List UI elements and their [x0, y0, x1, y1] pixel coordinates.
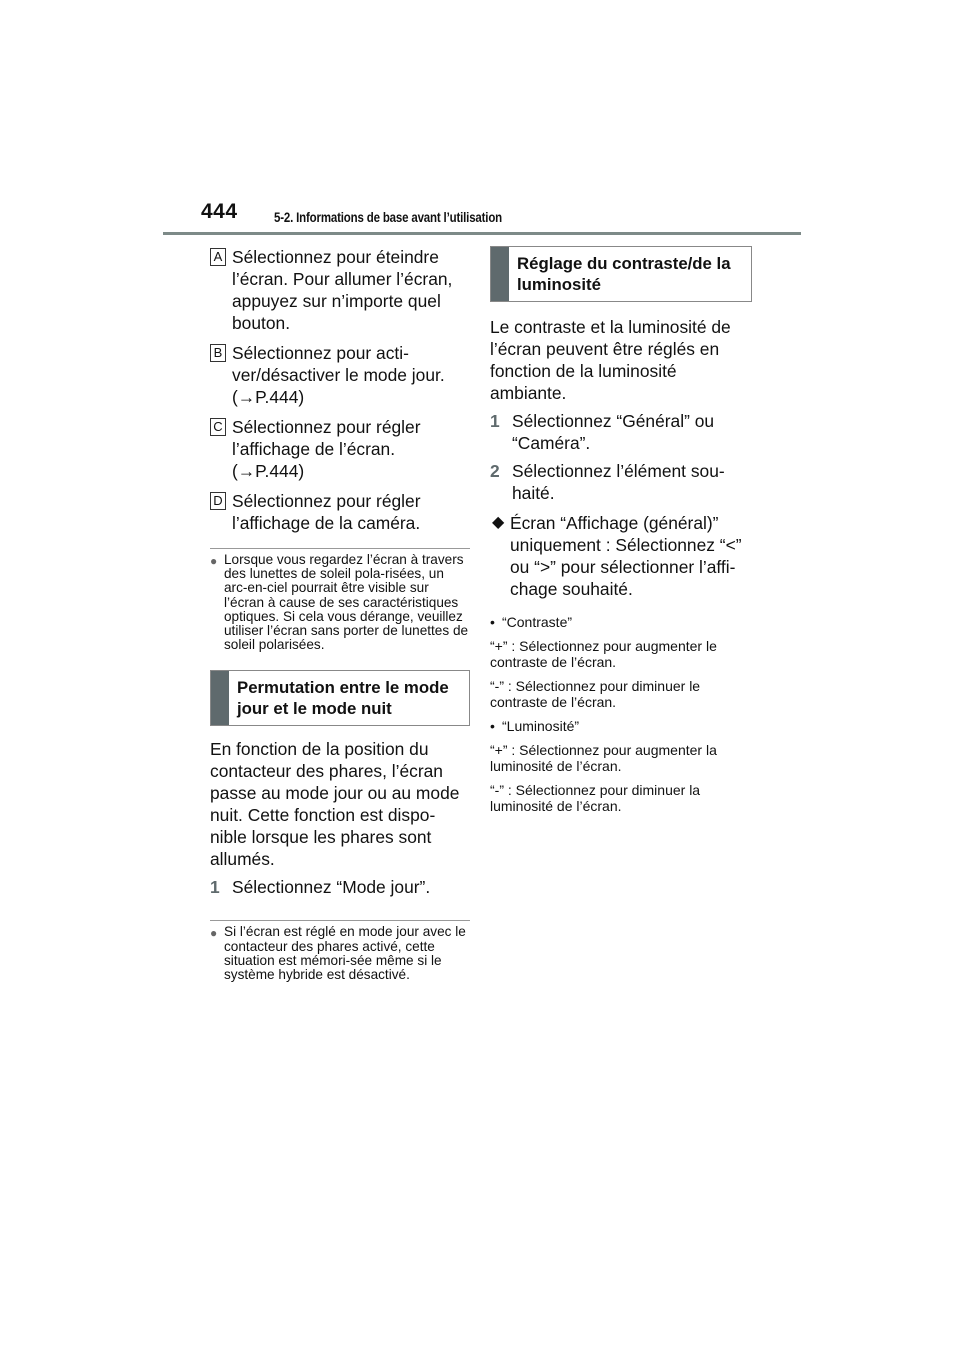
contrast-label-text: “Contraste”: [502, 614, 573, 630]
step-number: 1: [490, 411, 500, 431]
note-polarized: [210, 548, 470, 652]
item-a: [210, 246, 470, 334]
step-text: Sélectionnez l’élément sou-haité.: [512, 461, 725, 503]
step-2: [490, 460, 752, 504]
item-b-text: Sélectionnez pour acti-ver/désactiver le mode jour. (→P.444): [232, 343, 445, 407]
luminosity-minus: “-” : Sélectionnez pour diminuer la luminosité de l’écran.: [490, 782, 701, 814]
luminosity-label-text: “Luminosité”: [502, 718, 580, 734]
step-number: 1: [210, 877, 220, 898]
note-day-mode-text: Si l’écran est réglé en mode jour avec le contacteur des phares activé, cette situation est mémori-sée même si le système hybride est désactivé.: [224, 924, 466, 983]
section-heading-day-night: [210, 670, 470, 726]
step-text: Sélectionnez “Mode jour”.: [232, 877, 431, 898]
bullet-dot-icon: •: [490, 718, 495, 734]
badge-c: C: [210, 418, 226, 436]
right-column: [490, 246, 752, 814]
item-c: [210, 416, 470, 482]
luminosity-plus: “+” : Sélectionnez pour augmenter la luminosité de l’écran.: [490, 742, 717, 774]
badge-a: A: [210, 248, 226, 266]
bullet-circle-icon: ●: [210, 554, 218, 568]
item-c-text: Sélectionnez pour régler l’affichage de l’écran. (→P.444): [232, 417, 421, 481]
note-day-mode: [210, 920, 470, 982]
section-bar: [491, 247, 509, 301]
display-bullet-text: Écran “Affichage (général)” uniquement : Sélectionnez “<” ou “>” pour sélectionner l’affi-chage souhaité.: [510, 513, 742, 599]
bullet-dot-icon: •: [490, 614, 495, 630]
item-d-text: Sélectionnez pour régler l’affichage de la caméra.: [232, 491, 421, 533]
section-bar: [211, 671, 229, 725]
bullet-circle-icon: ●: [210, 926, 218, 941]
luminosity-label: [490, 718, 752, 734]
display-bullet: [490, 512, 752, 600]
header-divider: [163, 232, 801, 235]
step-number: 2: [490, 461, 500, 481]
left-column: [210, 246, 470, 982]
diamond-bullet-icon: ◆: [492, 514, 505, 531]
step-text: Sélectionnez “Général” ou “Caméra”.: [512, 411, 715, 453]
badge-d: D: [210, 492, 226, 510]
contrast-minus: “-” : Sélectionnez pour diminuer le contraste de l’écran.: [490, 678, 701, 710]
contrast-plus: “+” : Sélectionnez pour augmenter le contraste de l’écran.: [490, 638, 717, 670]
page-number: 444: [201, 200, 238, 223]
chapter-title: 5-2. Informations de base avant l’utilisation: [274, 209, 503, 225]
contrast-paragraph: Le contraste et la luminosité de l’écran peuvent être réglés en fonction de la luminosité ambiante.: [490, 317, 731, 403]
section-heading-text: Permutation entre le mode jour et le mode nuit: [237, 678, 449, 719]
step-1: [210, 876, 470, 898]
item-b: [210, 342, 470, 408]
section-heading-text: Réglage du contraste/de la luminosité: [517, 254, 731, 294]
item-d: [210, 490, 470, 534]
section-heading-contrast: [490, 246, 752, 302]
note-polarized-text: Lorsque vous regardez l’écran à travers des lunettes de soleil pola-risées, un arc-en-ciel pourrait être visible sur l’écran à cause de ses caractéristiques optiques. Si cela vous dérange, veuillez utiliser l’écran sans porter de lunettes de soleil polarisées.: [224, 552, 469, 653]
day-night-paragraph: En fonction de la position du contacteur des phares, l’écran passe au mode jour ou au mode nuit. Cette fonction est dispo-nible lorsque les phares sont allumés.: [210, 739, 460, 870]
item-a-text: Sélectionnez pour éteindre l’écran. Pour allumer l’écran, appuyez sur n’importe quel bouton.: [232, 247, 453, 333]
step-1: [490, 410, 752, 454]
badge-b: B: [210, 344, 226, 362]
contrast-label: [490, 614, 752, 630]
